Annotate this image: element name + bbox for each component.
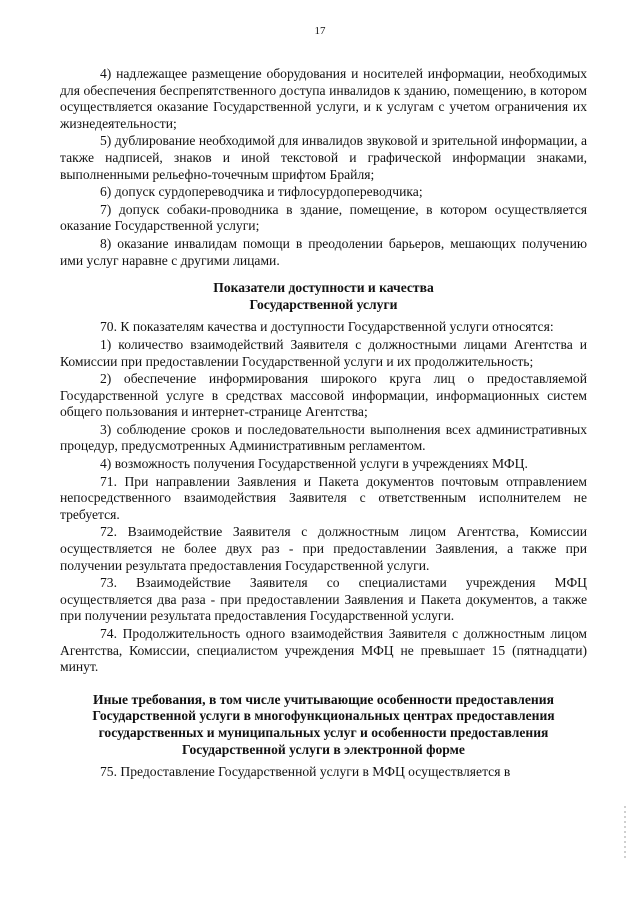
paragraph-75: 75. Предоставление Государственной услуги в МФЦ осуществляется в (100, 764, 511, 780)
page-number: 17 (314, 25, 326, 37)
heading-line: Показатели доступности и качества (213, 280, 434, 296)
paragraph-item-4: 4) надлежащее размещение оборудования и носителей информации, необходимых для обеспечения беспрепятственного доступа инвалидов к зданию, помещению, в котором осуществляется оказание Государственной услуги, и к услугам с учетом ограничения их жизнедеятельности; (60, 66, 587, 131)
section-heading-accessibility (60, 280, 587, 313)
heading-line: Иные требования, в том числе учитывающие особенности предоставления (93, 691, 554, 707)
heading-line: Государственной услуги в многофункциональных центрах предоставления (92, 708, 555, 724)
paragraph-item-7: 7) допуск собаки-проводника в здание, помещение, в котором осуществляется оказание Государственной услуги; (60, 201, 587, 234)
heading-line: Государственной услуги (249, 296, 398, 312)
section-heading-other-requirements (60, 692, 587, 758)
paragraph-73: 73. Взаимодействие Заявителя со специалистами учреждения МФЦ осуществляется два раза - при предоставлении Заявления и Пакета документов, а также при получении результата предоставления Государственной услуги. (60, 575, 587, 624)
paragraph-70-item-3: 3) соблюдение сроков и последовательности выполнения всех административных процедур, предусмотренных Административным регламентом. (60, 421, 587, 454)
paragraph-70-item-1: 1) количество взаимодействий Заявителя с должностными лицами Агентства и Комиссии при предоставлении Государственной услуги и их продолжительность; (60, 336, 587, 369)
paragraph-72: 72. Взаимодействие Заявителя с должностным лицом Агентства, Комиссии осуществляется не более двух раз - при предоставлении Заявления, а также при получении результата предоставления Государственной услуги. (60, 524, 587, 573)
heading-line: государственных и муниципальных услуг и особенности предоставления (98, 724, 549, 740)
paragraph-74: 74. Продолжительность одного взаимодействия Заявителя с должностным лицом Агентства, Комиссии, специалистом учреждения МФЦ не превышает 15 (пятнадцати) минут. (60, 626, 587, 675)
paragraph-71: 71. При направлении Заявления и Пакета документов почтовым отправлением непосредственного взаимодействия Заявителя с ответственным исполнителем не требуется. (60, 473, 587, 522)
paragraph-70: 70. К показателям качества и доступности Государственной услуги относятся: (100, 319, 554, 335)
margin-mark (624, 806, 626, 860)
heading-line: Государственной услуги в электронной форме (182, 741, 465, 757)
paragraph-item-6: 6) допуск сурдопереводчика и тифлосурдопереводчика; (100, 184, 423, 200)
paragraph-item-8: 8) оказание инвалидам помощи в преодолении барьеров, мешающих получению ими услуг наравне с другими лицами. (60, 235, 587, 268)
document-body (60, 66, 587, 782)
paragraph-item-5: 5) дублирование необходимой для инвалидов звуковой и зрительной информации, а также надписей, знаков и иной текстовой и графической информации знаками, выполненными рельефно-точечным шрифтом Брайля; (60, 133, 587, 182)
paragraph-70-item-2: 2) обеспечение информирования широкого круга лиц о предоставляемой Государственной услуге в средствах массовой информации, информационных систем общего пользования и интернет-странице Агентства; (60, 371, 587, 420)
paragraph-70-item-4: 4) возможность получения Государственной услуги в учреждениях МФЦ. (100, 456, 528, 472)
